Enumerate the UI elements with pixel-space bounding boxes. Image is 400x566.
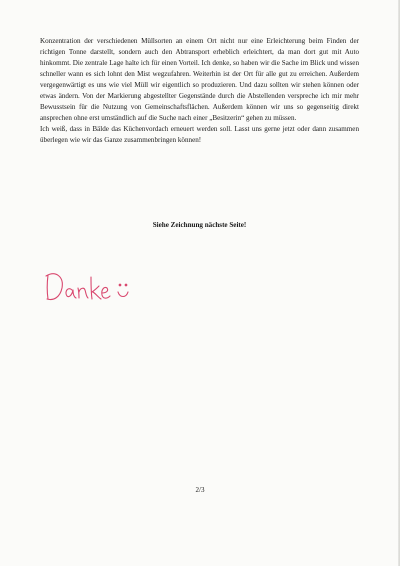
handwritten-signature [40, 265, 136, 309]
letter-body [40, 36, 359, 146]
paragraph-2: Ich weiß, dass in Bälde das Küchenvordach erneuert werden soll. Lasst uns gerne jetzt oder dann zusammen überlegen wie wir das Ganze zusammenbringen können! [40, 125, 359, 144]
drawing-note: Siehe Zeichnung nächste Seite! [152, 221, 247, 229]
paragraph-1: Konzentration der verschiedenen Müllsorten an einem Ort nicht nur eine Erleichterung beim Finden der richtigen Tonne darstellt, sondern auch den Abtransport erheblich erleichtert, da man dort gut mit Auto hinkommt. Die zentrale Lage halte ich für einen Vorteil. Ich denke, so haben wir die Sache im Blick und wissen schneller wann es sich lohnt den Mist wegzufahren. Weiterhin ist der Ort für alle gut zu erreichen. Außerdem vergegenwärtigt es uns wie viel Müll wir eigentlich so produzieren. Und dazu sollten wir stehen können oder etwas ändern. Von der Markierung abgestellter Gegenstände durch die Abstellenden verspreche ich mir mehr Bewusstsein für die Nutzung von Gemeinschaftsflächen. Außerdem können wir uns so gegenseitig direkt ansprechen ohne erst umständlich auf die Suche nach einer „Besitzerin“ gehen zu müssen. [40, 37, 359, 122]
page-number: 2/3 [195, 486, 205, 494]
